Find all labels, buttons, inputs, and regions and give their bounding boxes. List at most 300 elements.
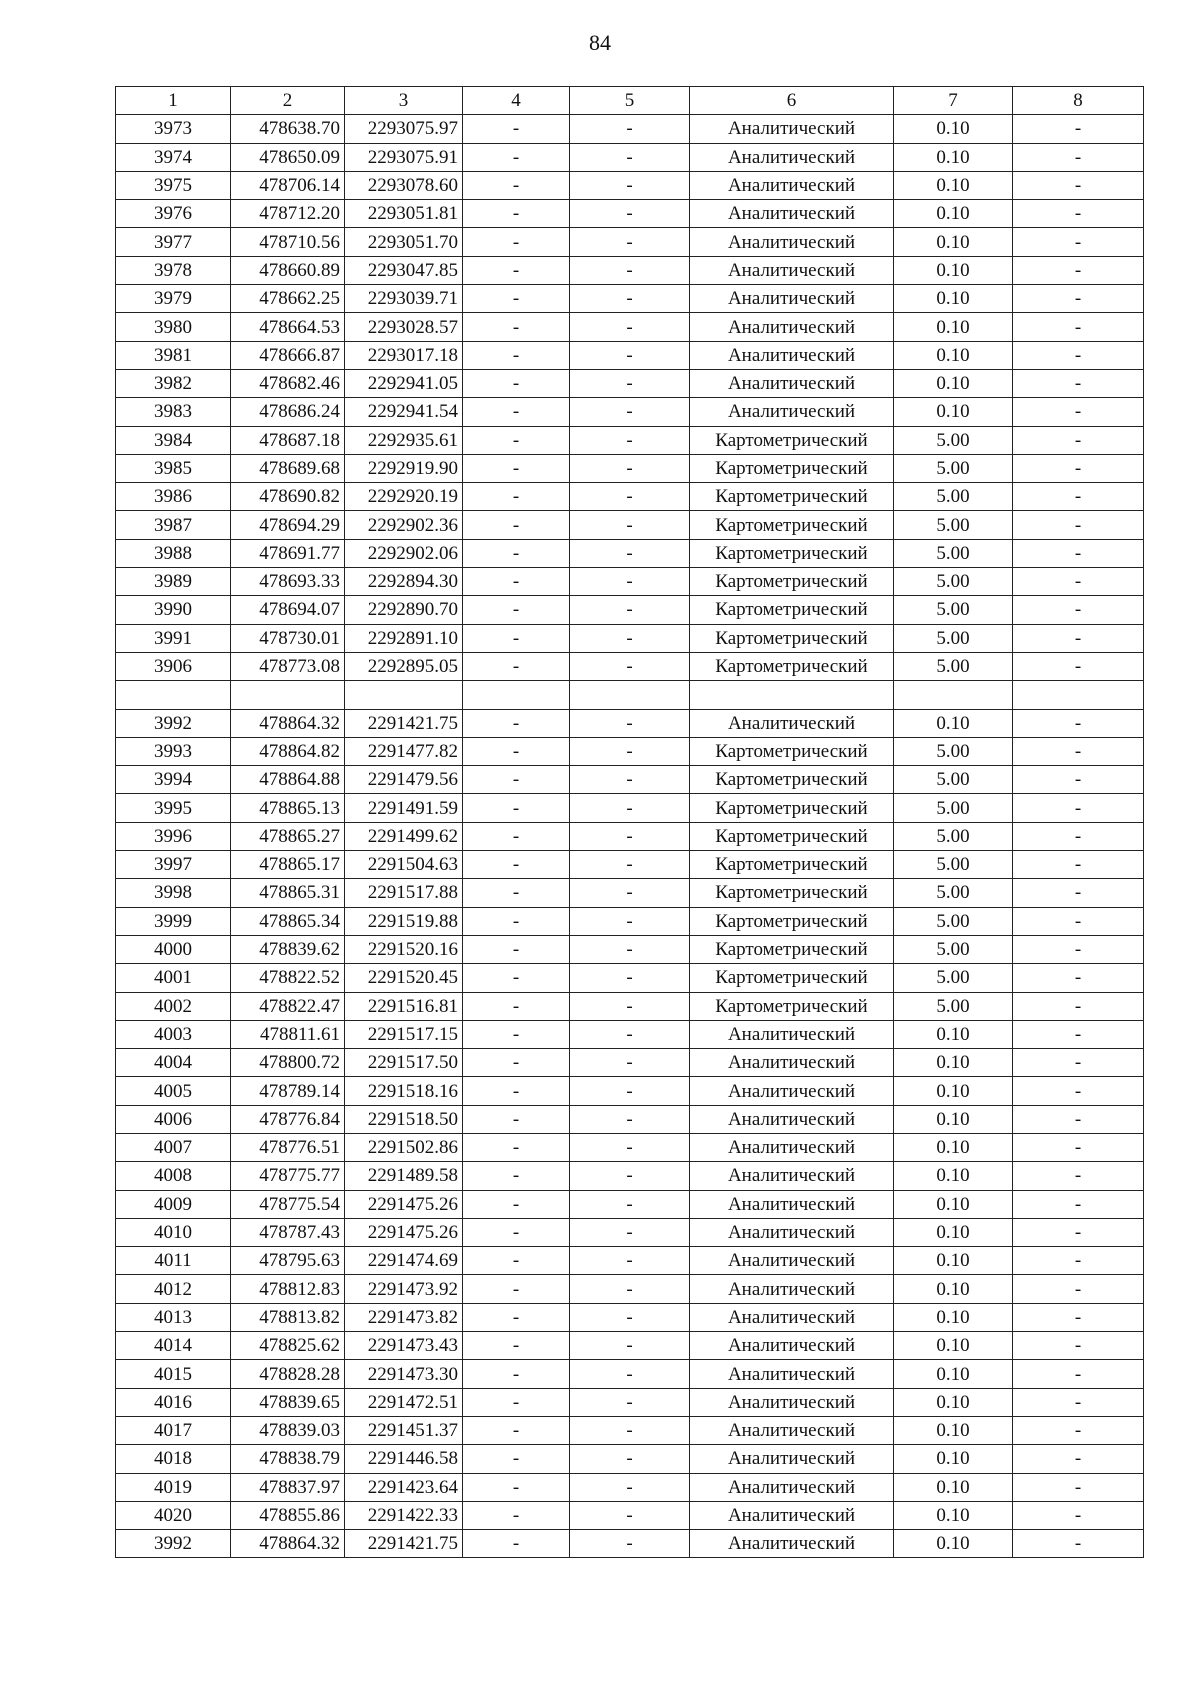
cell-col-4: - <box>463 539 570 567</box>
column-header: 2 <box>231 87 345 115</box>
cell-accuracy: 5.00 <box>894 652 1013 680</box>
cell-col-8: - <box>1013 483 1144 511</box>
cell-method: Аналитический <box>690 1501 894 1529</box>
cell-method: Аналитический <box>690 1303 894 1331</box>
cell-y-coordinate: 2292890.70 <box>345 596 463 624</box>
cell-point-number: 3975 <box>116 171 231 199</box>
cell-accuracy: 0.10 <box>894 1501 1013 1529</box>
cell-col-4: - <box>463 1501 570 1529</box>
column-header: 3 <box>345 87 463 115</box>
cell-point-number: 3984 <box>116 426 231 454</box>
cell-x-coordinate: 478660.89 <box>231 256 345 284</box>
cell-col-8: - <box>1013 1105 1144 1133</box>
cell-y-coordinate: 2291451.37 <box>345 1416 463 1444</box>
cell-y-coordinate: 2292895.05 <box>345 652 463 680</box>
cell-col-4: - <box>463 228 570 256</box>
table-row <box>116 143 1144 171</box>
table-row <box>116 652 1144 680</box>
cell-method: Аналитический <box>690 171 894 199</box>
cell-col-5: - <box>570 398 690 426</box>
cell-col-8: - <box>1013 454 1144 482</box>
cell-x-coordinate <box>231 681 345 709</box>
cell-col-5: - <box>570 851 690 879</box>
cell-col-8: - <box>1013 511 1144 539</box>
cell-col-8: - <box>1013 115 1144 143</box>
cell-method: Аналитический <box>690 1218 894 1246</box>
cell-col-5 <box>570 681 690 709</box>
cell-accuracy: 0.10 <box>894 1473 1013 1501</box>
table-row <box>116 1105 1144 1133</box>
cell-col-8: - <box>1013 285 1144 313</box>
cell-method: Картометрический <box>690 454 894 482</box>
cell-accuracy: 5.00 <box>894 483 1013 511</box>
cell-col-8: - <box>1013 1501 1144 1529</box>
cell-point-number: 4007 <box>116 1133 231 1161</box>
cell-accuracy: 0.10 <box>894 1218 1013 1246</box>
cell-y-coordinate: 2292935.61 <box>345 426 463 454</box>
cell-accuracy: 0.10 <box>894 1162 1013 1190</box>
cell-col-5: - <box>570 1162 690 1190</box>
table-row <box>116 313 1144 341</box>
cell-col-8: - <box>1013 766 1144 794</box>
cell-accuracy: 5.00 <box>894 766 1013 794</box>
cell-y-coordinate: 2291473.30 <box>345 1360 463 1388</box>
cell-col-5: - <box>570 539 690 567</box>
cell-col-8: - <box>1013 935 1144 963</box>
table-row <box>116 398 1144 426</box>
cell-point-number: 3989 <box>116 568 231 596</box>
cell-col-5: - <box>570 341 690 369</box>
cell-col-4: - <box>463 907 570 935</box>
cell-col-4: - <box>463 313 570 341</box>
cell-accuracy: 0.10 <box>894 398 1013 426</box>
cell-point-number: 4011 <box>116 1247 231 1275</box>
cell-point-number: 3994 <box>116 766 231 794</box>
table-body <box>116 115 1144 1558</box>
cell-col-5: - <box>570 879 690 907</box>
cell-method: Аналитический <box>690 1530 894 1558</box>
cell-accuracy: 5.00 <box>894 907 1013 935</box>
cell-x-coordinate: 478666.87 <box>231 341 345 369</box>
cell-x-coordinate: 478813.82 <box>231 1303 345 1331</box>
cell-method: Картометрический <box>690 568 894 596</box>
cell-accuracy: 5.00 <box>894 737 1013 765</box>
cell-point-number: 4015 <box>116 1360 231 1388</box>
cell-col-8: - <box>1013 794 1144 822</box>
cell-col-4: - <box>463 766 570 794</box>
cell-x-coordinate: 478776.51 <box>231 1133 345 1161</box>
cell-col-5: - <box>570 426 690 454</box>
cell-method: Аналитический <box>690 1162 894 1190</box>
cell-col-5: - <box>570 285 690 313</box>
cell-col-4: - <box>463 256 570 284</box>
cell-method: Аналитический <box>690 1020 894 1048</box>
table-row <box>116 1020 1144 1048</box>
cell-point-number: 3977 <box>116 228 231 256</box>
cell-col-5: - <box>570 624 690 652</box>
cell-col-8: - <box>1013 596 1144 624</box>
cell-point-number: 4003 <box>116 1020 231 1048</box>
cell-point-number: 3981 <box>116 341 231 369</box>
cell-y-coordinate: 2291504.63 <box>345 851 463 879</box>
cell-accuracy: 5.00 <box>894 851 1013 879</box>
cell-col-5: - <box>570 256 690 284</box>
cell-method: Аналитический <box>690 1473 894 1501</box>
table-row <box>116 1332 1144 1360</box>
cell-accuracy: 5.00 <box>894 822 1013 850</box>
cell-y-coordinate: 2293039.71 <box>345 285 463 313</box>
cell-col-4: - <box>463 1162 570 1190</box>
cell-x-coordinate: 478837.97 <box>231 1473 345 1501</box>
cell-col-8: - <box>1013 1020 1144 1048</box>
cell-point-number: 3974 <box>116 143 231 171</box>
cell-method: Аналитический <box>690 1360 894 1388</box>
cell-col-5: - <box>570 709 690 737</box>
cell-x-coordinate: 478638.70 <box>231 115 345 143</box>
cell-accuracy: 0.10 <box>894 1360 1013 1388</box>
table-row <box>116 483 1144 511</box>
cell-x-coordinate: 478800.72 <box>231 1049 345 1077</box>
cell-col-5: - <box>570 1105 690 1133</box>
cell-y-coordinate: 2291475.26 <box>345 1218 463 1246</box>
table-row <box>116 709 1144 737</box>
cell-y-coordinate: 2292941.54 <box>345 398 463 426</box>
cell-x-coordinate: 478839.65 <box>231 1388 345 1416</box>
cell-col-4: - <box>463 1530 570 1558</box>
cell-accuracy: 0.10 <box>894 1049 1013 1077</box>
cell-x-coordinate: 478865.34 <box>231 907 345 935</box>
cell-x-coordinate: 478689.68 <box>231 454 345 482</box>
cell-method <box>690 681 894 709</box>
cell-col-5: - <box>570 1049 690 1077</box>
cell-col-8: - <box>1013 369 1144 397</box>
cell-col-4: - <box>463 596 570 624</box>
cell-col-4: - <box>463 341 570 369</box>
cell-col-8: - <box>1013 1388 1144 1416</box>
cell-y-coordinate: 2291422.33 <box>345 1501 463 1529</box>
cell-method: Картометрический <box>690 624 894 652</box>
cell-col-4: - <box>463 709 570 737</box>
cell-x-coordinate: 478812.83 <box>231 1275 345 1303</box>
cell-accuracy: 0.10 <box>894 341 1013 369</box>
cell-y-coordinate: 2291491.59 <box>345 794 463 822</box>
cell-x-coordinate: 478687.18 <box>231 426 345 454</box>
cell-point-number: 4004 <box>116 1049 231 1077</box>
cell-x-coordinate: 478706.14 <box>231 171 345 199</box>
cell-x-coordinate: 478839.03 <box>231 1416 345 1444</box>
cell-col-8: - <box>1013 1530 1144 1558</box>
coordinates-table <box>115 86 1144 1558</box>
cell-col-8: - <box>1013 851 1144 879</box>
cell-x-coordinate: 478789.14 <box>231 1077 345 1105</box>
cell-accuracy: 5.00 <box>894 426 1013 454</box>
cell-accuracy: 0.10 <box>894 256 1013 284</box>
table-row <box>116 794 1144 822</box>
cell-point-number: 3998 <box>116 879 231 907</box>
cell-y-coordinate: 2291473.82 <box>345 1303 463 1331</box>
cell-col-8: - <box>1013 1190 1144 1218</box>
cell-point-number: 4013 <box>116 1303 231 1331</box>
cell-accuracy: 0.10 <box>894 1388 1013 1416</box>
cell-accuracy: 0.10 <box>894 1105 1013 1133</box>
cell-col-8: - <box>1013 1360 1144 1388</box>
cell-x-coordinate: 478693.33 <box>231 568 345 596</box>
cell-point-number: 4012 <box>116 1275 231 1303</box>
cell-accuracy: 0.10 <box>894 1020 1013 1048</box>
cell-col-4: - <box>463 369 570 397</box>
cell-method: Аналитический <box>690 313 894 341</box>
table-row <box>116 596 1144 624</box>
cell-col-8 <box>1013 681 1144 709</box>
cell-y-coordinate: 2291421.75 <box>345 709 463 737</box>
cell-accuracy: 5.00 <box>894 539 1013 567</box>
cell-accuracy: 0.10 <box>894 1332 1013 1360</box>
cell-accuracy: 0.10 <box>894 1275 1013 1303</box>
cell-accuracy: 0.10 <box>894 1133 1013 1161</box>
cell-point-number: 4001 <box>116 964 231 992</box>
table-row <box>116 624 1144 652</box>
cell-accuracy: 0.10 <box>894 369 1013 397</box>
cell-col-8: - <box>1013 143 1144 171</box>
cell-col-4: - <box>463 1275 570 1303</box>
table-row <box>116 879 1144 907</box>
cell-col-5: - <box>570 935 690 963</box>
table-row <box>116 907 1144 935</box>
cell-accuracy: 5.00 <box>894 992 1013 1020</box>
cell-x-coordinate: 478787.43 <box>231 1218 345 1246</box>
cell-accuracy: 0.10 <box>894 1247 1013 1275</box>
cell-y-coordinate: 2292891.10 <box>345 624 463 652</box>
table-row <box>116 568 1144 596</box>
cell-x-coordinate: 478686.24 <box>231 398 345 426</box>
cell-x-coordinate: 478838.79 <box>231 1445 345 1473</box>
cell-col-5: - <box>570 171 690 199</box>
cell-method: Картометрический <box>690 794 894 822</box>
cell-col-4: - <box>463 398 570 426</box>
cell-point-number: 3997 <box>116 851 231 879</box>
cell-accuracy: 0.10 <box>894 1416 1013 1444</box>
cell-method: Аналитический <box>690 1445 894 1473</box>
cell-col-8: - <box>1013 1077 1144 1105</box>
table-row <box>116 1162 1144 1190</box>
cell-col-8: - <box>1013 200 1144 228</box>
cell-y-coordinate: 2291472.51 <box>345 1388 463 1416</box>
cell-col-4: - <box>463 851 570 879</box>
cell-x-coordinate: 478650.09 <box>231 143 345 171</box>
cell-col-8: - <box>1013 737 1144 765</box>
cell-method: Картометрический <box>690 935 894 963</box>
cell-col-8: - <box>1013 1049 1144 1077</box>
cell-method: Аналитический <box>690 709 894 737</box>
cell-y-coordinate: 2291517.88 <box>345 879 463 907</box>
cell-method: Картометрический <box>690 964 894 992</box>
cell-method: Картометрический <box>690 652 894 680</box>
cell-x-coordinate: 478776.84 <box>231 1105 345 1133</box>
table-row <box>116 171 1144 199</box>
cell-accuracy: 5.00 <box>894 596 1013 624</box>
cell-method: Аналитический <box>690 341 894 369</box>
cell-col-5: - <box>570 1303 690 1331</box>
cell-point-number: 3999 <box>116 907 231 935</box>
cell-col-5: - <box>570 228 690 256</box>
cell-accuracy: 5.00 <box>894 879 1013 907</box>
cell-x-coordinate: 478864.88 <box>231 766 345 794</box>
cell-y-coordinate: 2292941.05 <box>345 369 463 397</box>
cell-col-8: - <box>1013 398 1144 426</box>
cell-col-5: - <box>570 794 690 822</box>
cell-y-coordinate: 2291474.69 <box>345 1247 463 1275</box>
cell-col-4: - <box>463 1020 570 1048</box>
cell-y-coordinate: 2292920.19 <box>345 483 463 511</box>
cell-method: Картометрический <box>690 539 894 567</box>
table-row <box>116 1360 1144 1388</box>
cell-x-coordinate: 478855.86 <box>231 1501 345 1529</box>
cell-point-number: 4002 <box>116 992 231 1020</box>
table-row <box>116 1303 1144 1331</box>
cell-point-number: 4018 <box>116 1445 231 1473</box>
cell-col-5: - <box>570 1332 690 1360</box>
cell-col-8: - <box>1013 1445 1144 1473</box>
cell-method: Картометрический <box>690 766 894 794</box>
cell-point-number: 4017 <box>116 1416 231 1444</box>
cell-point-number: 3979 <box>116 285 231 313</box>
cell-col-8: - <box>1013 1303 1144 1331</box>
cell-y-coordinate: 2291479.56 <box>345 766 463 794</box>
table-row <box>116 964 1144 992</box>
cell-col-5: - <box>570 992 690 1020</box>
cell-col-4: - <box>463 822 570 850</box>
cell-x-coordinate: 478682.46 <box>231 369 345 397</box>
page-number: 84 <box>589 30 611 55</box>
cell-col-8: - <box>1013 256 1144 284</box>
table-header-row <box>116 87 1144 115</box>
cell-x-coordinate: 478822.52 <box>231 964 345 992</box>
cell-method: Аналитический <box>690 285 894 313</box>
cell-method: Аналитический <box>690 1105 894 1133</box>
cell-col-5: - <box>570 766 690 794</box>
cell-col-8: - <box>1013 822 1144 850</box>
cell-x-coordinate: 478694.07 <box>231 596 345 624</box>
cell-accuracy: 0.10 <box>894 115 1013 143</box>
table-row <box>116 115 1144 143</box>
cell-x-coordinate: 478773.08 <box>231 652 345 680</box>
cell-point-number: 3906 <box>116 652 231 680</box>
cell-method: Картометрический <box>690 879 894 907</box>
cell-col-5: - <box>570 907 690 935</box>
cell-y-coordinate: 2291473.43 <box>345 1332 463 1360</box>
table-row <box>116 1445 1144 1473</box>
table-row <box>116 935 1144 963</box>
cell-point-number: 3995 <box>116 794 231 822</box>
table-row <box>116 1049 1144 1077</box>
cell-method: Аналитический <box>690 1416 894 1444</box>
table-row <box>116 992 1144 1020</box>
cell-col-8: - <box>1013 341 1144 369</box>
cell-col-4: - <box>463 794 570 822</box>
cell-col-4: - <box>463 652 570 680</box>
cell-x-coordinate: 478864.32 <box>231 1530 345 1558</box>
cell-col-5: - <box>570 200 690 228</box>
cell-accuracy: 0.10 <box>894 1077 1013 1105</box>
cell-col-5: - <box>570 369 690 397</box>
table-row <box>116 1190 1144 1218</box>
cell-point-number: 3988 <box>116 539 231 567</box>
table-row <box>116 851 1144 879</box>
table-row <box>116 1388 1144 1416</box>
cell-col-8: - <box>1013 1162 1144 1190</box>
cell-col-4: - <box>463 1049 570 1077</box>
cell-col-4: - <box>463 1247 570 1275</box>
cell-y-coordinate: 2291499.62 <box>345 822 463 850</box>
cell-method: Картометрический <box>690 992 894 1020</box>
cell-x-coordinate: 478664.53 <box>231 313 345 341</box>
table-row <box>116 681 1144 709</box>
cell-accuracy: 5.00 <box>894 454 1013 482</box>
cell-accuracy: 0.10 <box>894 1445 1013 1473</box>
cell-y-coordinate: 2291518.50 <box>345 1105 463 1133</box>
cell-method: Аналитический <box>690 1133 894 1161</box>
cell-y-coordinate: 2291489.58 <box>345 1162 463 1190</box>
cell-y-coordinate: 2291473.92 <box>345 1275 463 1303</box>
cell-col-4: - <box>463 511 570 539</box>
cell-method: Аналитический <box>690 1190 894 1218</box>
cell-col-4: - <box>463 1416 570 1444</box>
cell-accuracy: 5.00 <box>894 964 1013 992</box>
cell-col-5: - <box>570 454 690 482</box>
table-row <box>116 1530 1144 1558</box>
cell-col-4: - <box>463 1332 570 1360</box>
cell-col-5: - <box>570 313 690 341</box>
cell-point-number: 4019 <box>116 1473 231 1501</box>
cell-point-number: 3980 <box>116 313 231 341</box>
table-row <box>116 1218 1144 1246</box>
cell-method: Картометрический <box>690 737 894 765</box>
table-row <box>116 1077 1144 1105</box>
cell-col-8: - <box>1013 426 1144 454</box>
cell-col-5: - <box>570 1133 690 1161</box>
cell-y-coordinate: 2293075.97 <box>345 115 463 143</box>
cell-point-number: 3990 <box>116 596 231 624</box>
cell-y-coordinate: 2291502.86 <box>345 1133 463 1161</box>
cell-col-8: - <box>1013 1416 1144 1444</box>
cell-col-4: - <box>463 171 570 199</box>
cell-method: Аналитический <box>690 1275 894 1303</box>
cell-method: Картометрический <box>690 907 894 935</box>
cell-x-coordinate: 478730.01 <box>231 624 345 652</box>
cell-x-coordinate: 478691.77 <box>231 539 345 567</box>
table-row <box>116 539 1144 567</box>
cell-accuracy: 0.10 <box>894 285 1013 313</box>
cell-col-5: - <box>570 115 690 143</box>
table-row <box>116 1501 1144 1529</box>
cell-accuracy: 5.00 <box>894 624 1013 652</box>
cell-col-4: - <box>463 624 570 652</box>
cell-point-number: 3983 <box>116 398 231 426</box>
cell-y-coordinate: 2293051.81 <box>345 200 463 228</box>
cell-method: Аналитический <box>690 115 894 143</box>
cell-col-5: - <box>570 1077 690 1105</box>
cell-col-4: - <box>463 1190 570 1218</box>
cell-y-coordinate: 2293075.91 <box>345 143 463 171</box>
cell-point-number <box>116 681 231 709</box>
cell-accuracy: 0.10 <box>894 313 1013 341</box>
cell-x-coordinate: 478864.82 <box>231 737 345 765</box>
cell-point-number: 4006 <box>116 1105 231 1133</box>
cell-col-4: - <box>463 935 570 963</box>
cell-col-4: - <box>463 1105 570 1133</box>
cell-point-number: 3991 <box>116 624 231 652</box>
table-row <box>116 454 1144 482</box>
